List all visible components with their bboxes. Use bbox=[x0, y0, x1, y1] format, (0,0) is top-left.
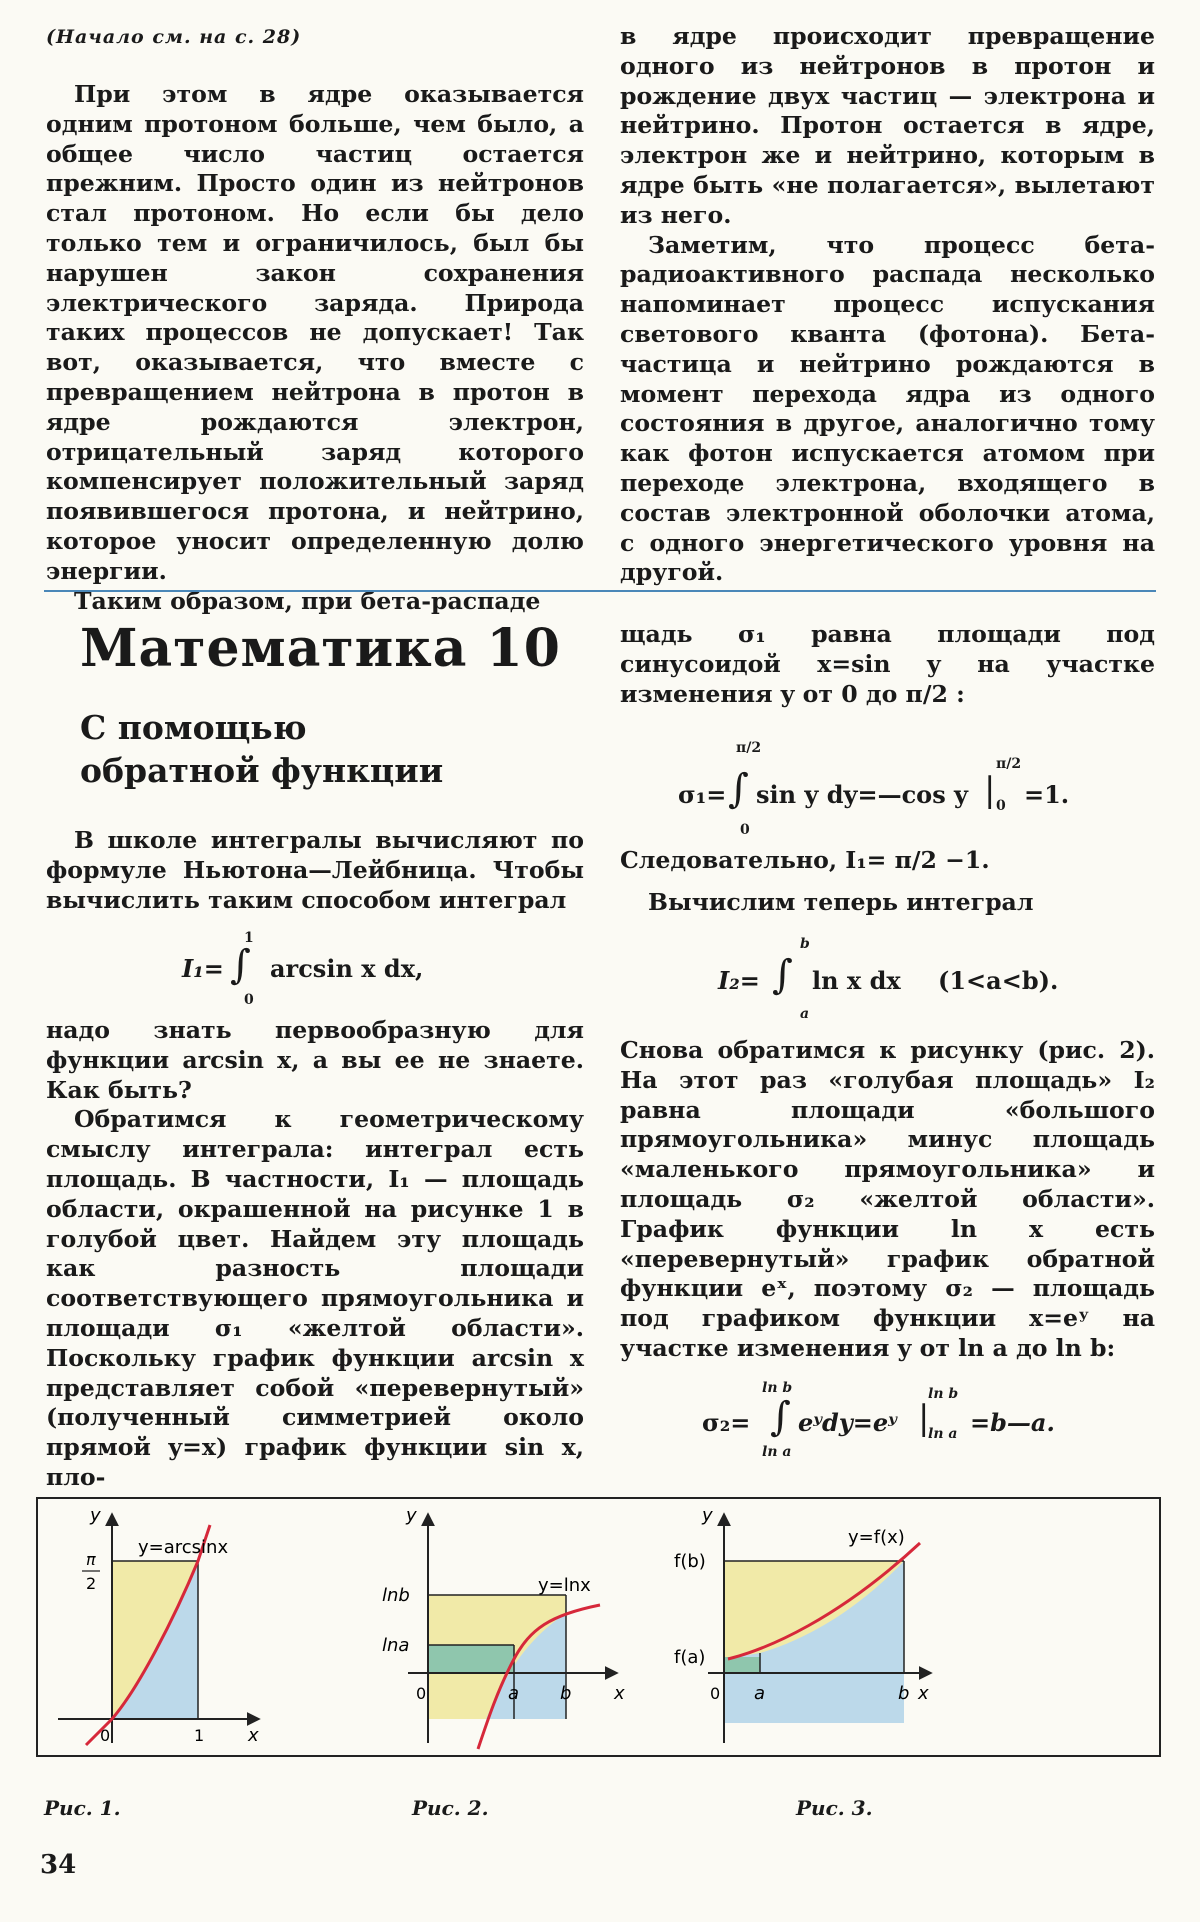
formula-i2 bbox=[718, 936, 1098, 1026]
figure-3-caption: Рис. 3. bbox=[796, 1796, 873, 1820]
integral-sign: ∫ bbox=[770, 1394, 791, 1440]
integral-upper: ln b bbox=[762, 1380, 793, 1396]
formula-result: =b—a. bbox=[970, 1408, 1055, 1437]
tick-fb: f(b) bbox=[674, 1551, 706, 1572]
lower-left-column-cont bbox=[46, 1016, 584, 1493]
lower-right-column-cont bbox=[620, 846, 1155, 918]
paragraph: Снова обратимся к рисунку (рис. 2). На этот раз «голубая площадь» I₂ равна площади «большого прямоугольника» минус площадь «маленького прямоугольника» и площадь σ₂ «желтой области». График функции ln x есть «перевернутый» график обратной функции eˣ, поэтому σ₂ — площадь под графиком функции x=eʸ на участке изменения y от ln a до ln b: bbox=[620, 1036, 1155, 1362]
figure-1-caption: Рис. 1. bbox=[44, 1796, 121, 1820]
paragraph: в ядре происходит превращение одного из нейтронов в протон и рождение двух частиц — электрона и нейтрино. Протон остается в ядре, электрон же и нейтрино, которым в ядре быть «не полагается», вылетают из него. bbox=[620, 22, 1155, 229]
eval-upper: π/2 bbox=[996, 756, 1022, 772]
integral-lower: 0 bbox=[740, 822, 750, 838]
formula-sigma1 bbox=[678, 740, 1118, 840]
eval-lower: ln a bbox=[928, 1426, 958, 1442]
tick-2: 2 bbox=[86, 1574, 97, 1593]
curve-label: y=arcsinx bbox=[138, 1537, 229, 1558]
figure-1 bbox=[58, 1505, 259, 1746]
formula-body: sin y dy=—cos y bbox=[756, 780, 969, 809]
paragraph: Заметим, что процесс бета-радиоактивного распада несколько напоминает процесс испускания светового кванта (фотона). Бета-частица и нейтрино рождаются в момент перехода ядра из одного состояния в другое, аналогично тому как фотон испускается атомом при переходе электрона, входящего в состав электронной оболочки атома, с одного энергетического уровня на другой. bbox=[620, 230, 1155, 587]
integral-sign: ∫ bbox=[772, 952, 793, 998]
top-left-column bbox=[46, 80, 584, 616]
origin-label: 0 bbox=[100, 1726, 111, 1745]
integral-lower: 0 bbox=[244, 992, 254, 1008]
lower-left-column bbox=[46, 826, 584, 915]
integral-lower: ln a bbox=[762, 1444, 792, 1460]
integral-upper: 1 bbox=[244, 930, 254, 946]
curve-label: y=lnx bbox=[538, 1575, 591, 1596]
y-axis-label: y bbox=[90, 1505, 101, 1526]
evaluation-bar: | bbox=[984, 770, 996, 810]
paragraph: При этом в ядре оказывается одним протоном больше, чем было, а общее число частиц остается прежним. Просто один из нейтронов стал протоном. Но если бы дело только тем и ограничилось, был бы нарушен закон сохранения электрического заряда. Природа таких процессов не допускает! Так вот, оказывается, что вместе с превращением нейтрона в протон в ядре рождаются электрон, отрицательный заряд которого компенсирует положительный заряд появившегося протона, и нейтрино, которое уносит определенную долю энергии. bbox=[46, 80, 584, 585]
x-axis-label: x bbox=[248, 1725, 259, 1746]
tick-pi: π bbox=[86, 1550, 96, 1569]
paragraph: щадь σ₁ равна площади под синусоидой x=sin y на участке изменения y от 0 до π/2 : bbox=[620, 620, 1155, 708]
paragraph: Вычислим теперь интеграл bbox=[648, 887, 1034, 916]
paragraph: Таким образом, при бета-распаде bbox=[74, 586, 541, 615]
integral-sign: ∫ bbox=[230, 942, 251, 988]
formula-result: =1. bbox=[1024, 780, 1070, 809]
section-divider bbox=[44, 590, 1156, 592]
subtitle-line: С помощью bbox=[80, 708, 307, 747]
paragraph: Следовательно, I₁= π/2 −1. bbox=[620, 846, 990, 874]
paragraph: надо знать первообразную для функции arcsin x, а вы ее не знаете. Как быть? bbox=[46, 1016, 584, 1104]
x-axis-label: x bbox=[614, 1683, 625, 1704]
top-right-column bbox=[620, 22, 1155, 588]
origin-label: 0 bbox=[416, 1684, 427, 1703]
small-rectangle bbox=[428, 1645, 514, 1673]
figures-panel bbox=[36, 1497, 1161, 1757]
figure-3 bbox=[674, 1505, 930, 1743]
subtitle-line: обратной функции bbox=[80, 751, 444, 790]
formula-lhs: I₂= bbox=[718, 966, 760, 995]
figure-2 bbox=[382, 1505, 625, 1749]
formula-body: arcsin x dx, bbox=[270, 954, 424, 983]
tick-a: a bbox=[508, 1683, 520, 1704]
y-axis-label: y bbox=[406, 1505, 417, 1526]
tick-fa: f(a) bbox=[674, 1647, 706, 1668]
paragraph: Обратимся к геометрическому смыслу интеграла: интеграл есть площадь. В частности, I₁ — площадь области, окрашенной на рисунке 1 в голубой цвет. Найдем эту площадь как разность площади соответствующего прямоугольника и площади σ₁ «желтой области». Поскольку график функции arcsin x представляет собой «перевернутый» (полученный симметрией около прямой y=x) график функции sin x, пло- bbox=[46, 1105, 584, 1491]
formula-body: ln x dx bbox=[812, 966, 901, 995]
integral-upper: π/2 bbox=[736, 740, 762, 756]
formula-i1 bbox=[182, 930, 482, 1010]
formula-body: eʸdy=eʸ bbox=[798, 1408, 897, 1437]
tick-b: b bbox=[898, 1683, 910, 1704]
figures-svg bbox=[38, 1499, 1159, 1755]
evaluation-bar: | bbox=[918, 1398, 930, 1438]
tick-lnb: lnb bbox=[382, 1585, 410, 1606]
article-subtitle bbox=[80, 706, 443, 792]
tick-a: a bbox=[754, 1683, 766, 1704]
eval-upper: ln b bbox=[928, 1386, 959, 1402]
curve-label: y=f(x) bbox=[848, 1527, 905, 1548]
formula-condition: (1<a<b). bbox=[938, 966, 1059, 995]
formula-lhs: σ₂= bbox=[702, 1408, 751, 1437]
x-axis-label: x bbox=[918, 1683, 929, 1704]
origin-label: 0 bbox=[710, 1684, 721, 1703]
integral-lower: a bbox=[800, 1006, 810, 1022]
figure-2-caption: Рис. 2. bbox=[412, 1796, 489, 1820]
paragraph: В школе интегралы вычисляют по формуле Ньютона—Лейбница. Чтобы вычислить таким способом интеграл bbox=[46, 826, 584, 914]
tick-x-1: 1 bbox=[194, 1726, 205, 1745]
formula-sigma2 bbox=[702, 1380, 1122, 1462]
page-number: 34 bbox=[40, 1850, 77, 1880]
tick-lna: lna bbox=[382, 1635, 410, 1656]
formula-lhs: σ₁= bbox=[678, 780, 727, 809]
eval-lower: 0 bbox=[996, 798, 1006, 814]
tick-b: b bbox=[560, 1683, 572, 1704]
integral-upper: b bbox=[800, 936, 810, 952]
lower-right-column-cont2 bbox=[620, 1036, 1155, 1364]
lower-right-column bbox=[620, 620, 1155, 709]
continuation-note: (Начало см. на с. 28) bbox=[46, 26, 302, 48]
formula-lhs: I₁= bbox=[182, 954, 224, 983]
y-axis-label: y bbox=[702, 1505, 713, 1526]
integral-sign: ∫ bbox=[728, 766, 749, 812]
section-title: Математика 10 bbox=[80, 618, 561, 679]
